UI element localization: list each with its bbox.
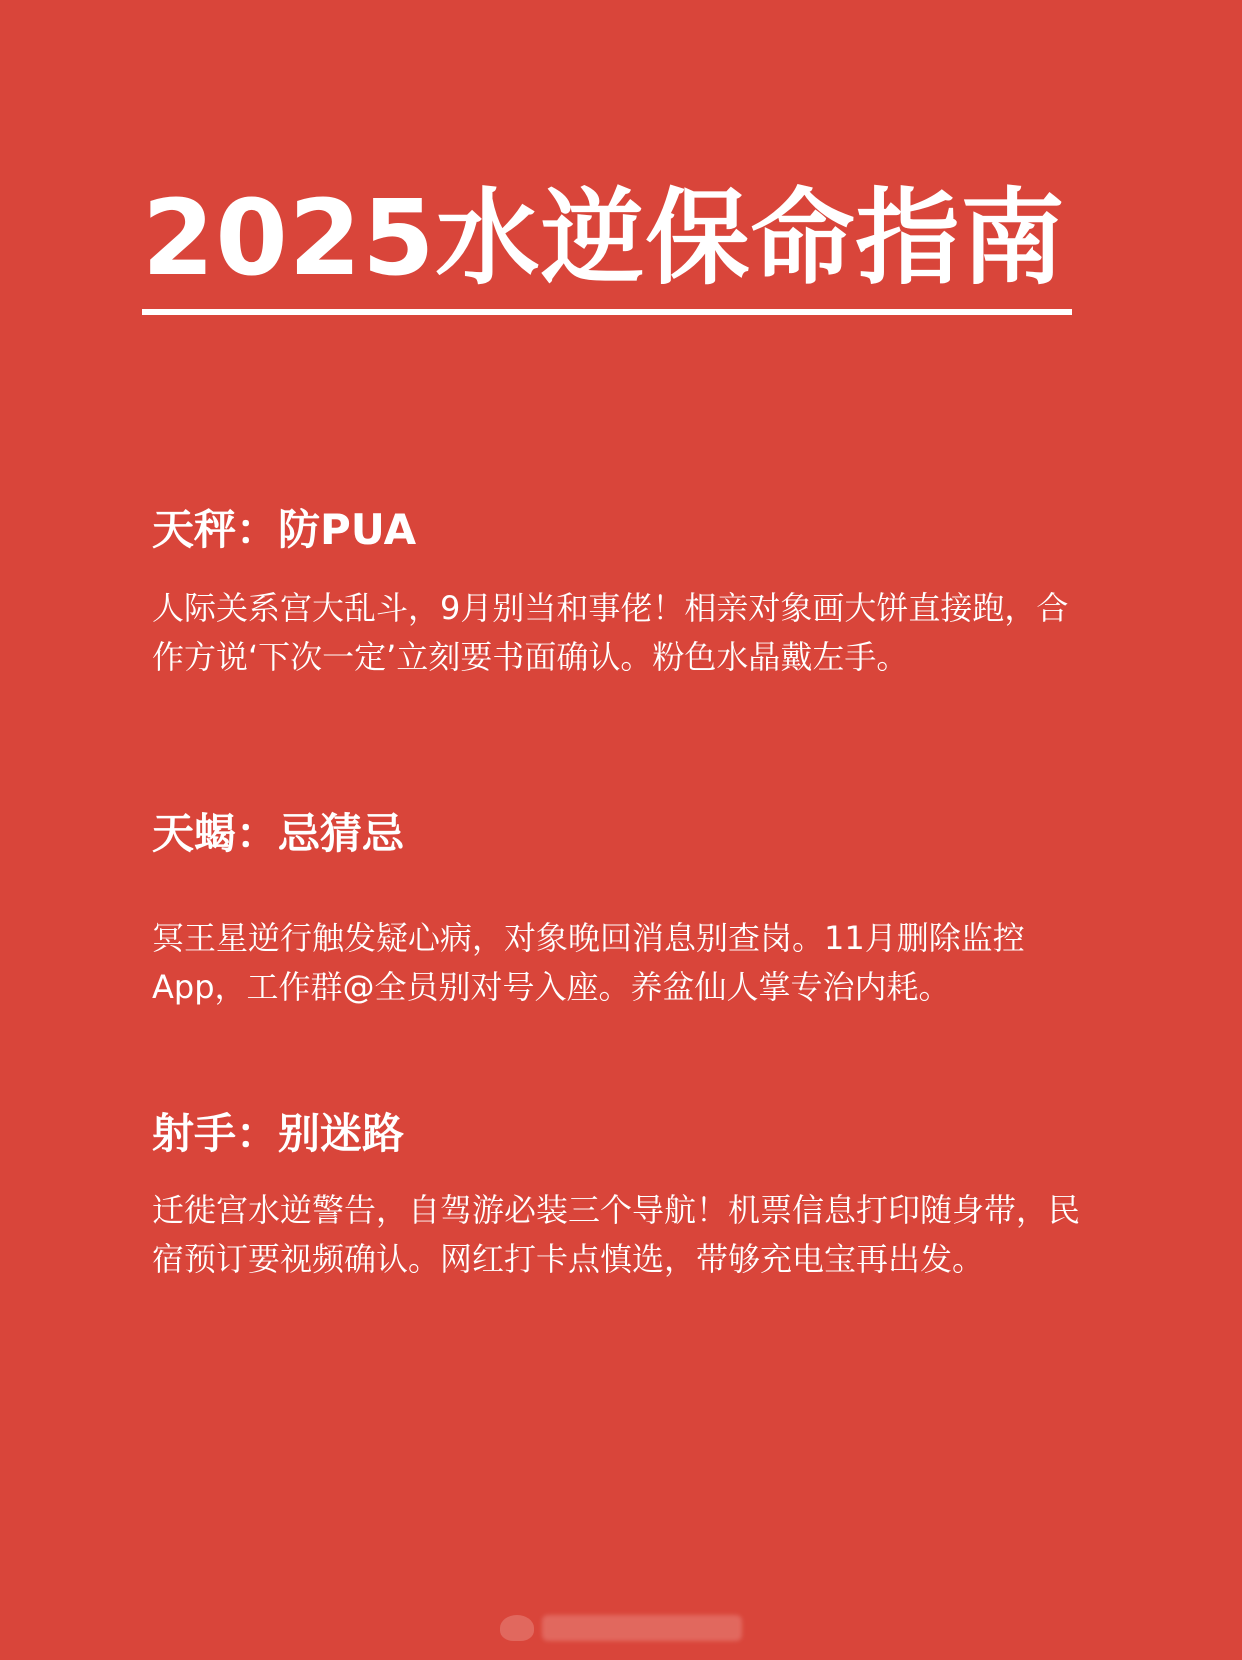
section-libra bbox=[152, 504, 1082, 682]
section-heading: 射手：别迷路 bbox=[152, 1109, 405, 1158]
title-block bbox=[142, 178, 1072, 298]
section-body: 迁徙宫水逆警告，自驾游必装三个导航！机票信息打印随身带，民宿预订要视频确认。网红打卡点慎选，带够充电宝再出发。 bbox=[152, 1191, 1081, 1278]
watermark-logo-icon bbox=[500, 1615, 534, 1641]
watermark bbox=[500, 1608, 742, 1648]
page-title: 2025水逆保命指南 bbox=[142, 177, 1066, 299]
section-sagittarius bbox=[152, 1108, 1082, 1284]
title-underline bbox=[142, 309, 1072, 315]
section-body: 冥王星逆行触发疑心病，对象晚回消息别查岗。11月删除监控App，工作群@全员别对号入座。养盆仙人掌专治内耗。 bbox=[152, 919, 1025, 1006]
section-heading: 天秤：防PUA bbox=[152, 505, 417, 554]
section-scorpio bbox=[152, 808, 1082, 1012]
section-heading: 天蝎：忌猜忌 bbox=[152, 809, 405, 858]
watermark-text bbox=[542, 1615, 742, 1641]
section-body: 人际关系宫大乱斗，9月别当和事佬！相亲对象画大饼直接跑，合作方说‘下次一定’立刻要书面确认。粉色水晶戴左手。 bbox=[152, 589, 1069, 676]
